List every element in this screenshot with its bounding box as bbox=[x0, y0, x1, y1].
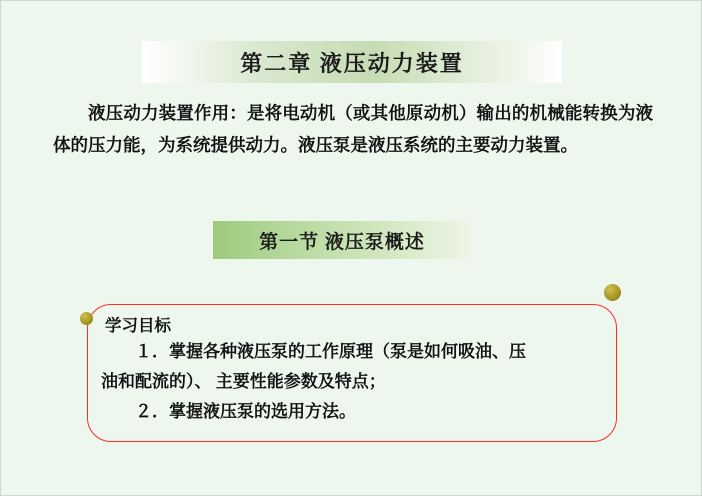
intro-paragraph: 液压动力装置作用：是将电动机（或其他原动机）输出的机械能转换为液体的压力能，为系统提供动力。液压泵是液压系统的主要动力装置。 bbox=[53, 103, 653, 155]
chapter-title-text: 第二章 液压动力装置 bbox=[240, 50, 464, 76]
section-title-text: 第一节 液压泵概述 bbox=[259, 231, 425, 253]
corner-curl-right-icon bbox=[604, 284, 621, 301]
chapter-title-banner bbox=[142, 41, 562, 83]
objectives-item: 油和配流的）、 主要性能参数及特点； bbox=[101, 372, 386, 391]
objectives-item: １．掌握各种液压泵的工作原理（泵是如何吸油、压 bbox=[135, 342, 526, 361]
objectives-list bbox=[101, 337, 601, 427]
objectives-item: ２．掌握液压泵的选用方法。 bbox=[135, 402, 356, 421]
section-title-banner bbox=[213, 221, 471, 259]
objectives-heading: 学习目标 bbox=[105, 316, 171, 335]
corner-curl-left-icon bbox=[80, 312, 93, 325]
